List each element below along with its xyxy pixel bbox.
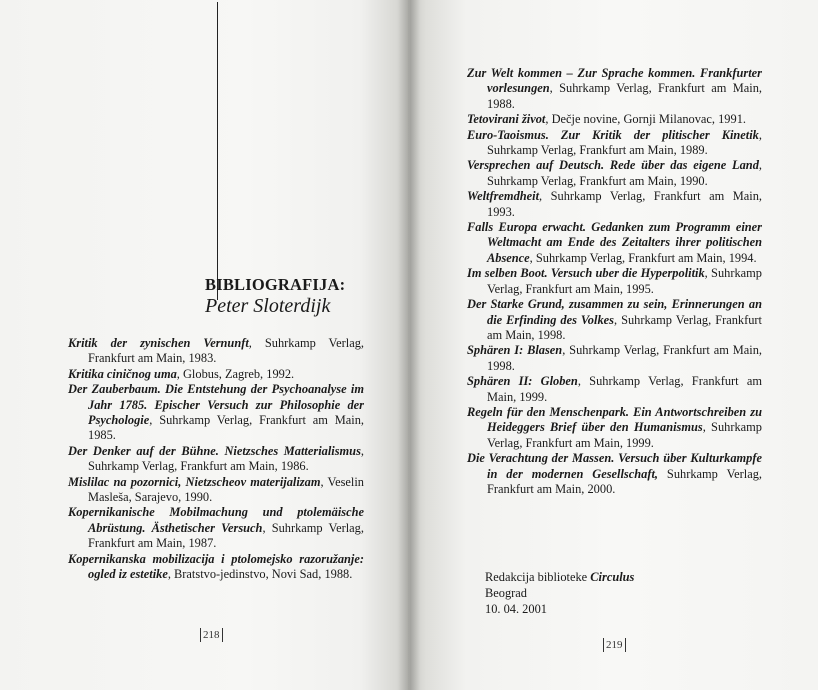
entry-title: Im selben Boot. Versuch uber die Hyperpolitik xyxy=(467,266,705,281)
entry-title: Falls Europa erwacht. Gedanken zum Programm einer Weltmacht am Ende des Zeitalters ihrer politischen Absence xyxy=(467,220,762,265)
entry-details: , Suhrkamp Verlag, Frankfurt am Main, 1986. xyxy=(88,443,364,474)
bibliography-entry xyxy=(467,374,762,405)
entry-details: , Suhrkamp Verlag, Frankfurt am Main, 1983. xyxy=(88,336,364,366)
bibliography-entry xyxy=(467,343,762,374)
entry-details: , Suhrkamp Verlag, Frankfurt am Main, 1993. xyxy=(487,189,762,219)
bibliography-entry xyxy=(68,505,364,551)
bibliography-entry xyxy=(68,336,364,367)
bibliography-entry xyxy=(467,112,762,127)
bibliography-entry xyxy=(467,405,762,451)
bibliography-entry xyxy=(68,444,364,475)
entry-title: Sphären II: Globen xyxy=(467,374,578,389)
entry-title: Versprechen auf Deutsch. Rede über das eigene Land xyxy=(467,158,759,173)
bibliography-entry xyxy=(467,158,762,189)
entry-details: , Suhrkamp Verlag, Frankfurt am Main, 1989. xyxy=(487,127,762,158)
colophon-date: 10. 04. 2001 xyxy=(485,602,547,616)
entry-details: , Suhrkamp Verlag, Frankfurt am Main, 1998. xyxy=(487,343,762,373)
bibliography-entry xyxy=(467,66,762,112)
bibliography-list-left xyxy=(68,336,364,583)
entry-title: Regeln für den Menschenpark. Ein Antwortschreiben zu Heideggers Brief über den Humanismus xyxy=(467,404,762,435)
bibliography-entry xyxy=(68,475,364,506)
entry-title: Euro-Taoismus. Zur Kritik der plitischer Kinetik xyxy=(467,127,759,142)
colophon xyxy=(485,569,634,617)
entry-details: , Suhrkamp Verlag, Frankfurt am Main, 1995. xyxy=(487,266,762,296)
entry-details: Suhrkamp Verlag, Frankfurt am Main, 2000. xyxy=(487,466,762,496)
bibliography-list-right xyxy=(467,66,762,497)
entry-title: Tetovirani život xyxy=(467,112,546,127)
entry-details: , Bratstvo-jedinstvo, Novi Sad, 1988. xyxy=(167,567,353,582)
colophon-line-library xyxy=(485,569,634,585)
bibliography-entry xyxy=(467,451,762,497)
entry-details: , Suhrkamp Verlag, Frankfurt am Main, 1990. xyxy=(487,158,762,188)
entry-details: , Suhrkamp Verlag, Frankfurt am Main, 1999. xyxy=(487,374,762,404)
entry-details: , Suhrkamp Verlag, Frankfurt am Main, 1985. xyxy=(88,413,364,443)
entry-details: , Suhrkamp Verlag, Frankfurt am Main, 1998. xyxy=(487,312,762,342)
heading-title: BIBLIOGRAFIJA: xyxy=(205,275,346,294)
colophon-prefix: Redakcija biblioteke xyxy=(485,570,591,584)
bibliography-entry xyxy=(68,382,364,444)
bibliography-entry xyxy=(68,367,364,382)
entry-title: Mislilac na pozornici, Nietzscheov materijalizam xyxy=(68,474,321,489)
entry-title: Kopernikanska mobilizacija i ptolomejsko razoružanje: ogled iz estetike xyxy=(68,551,364,582)
entry-details: , Suhrkamp Verlag, Frankfurt am Main, 1999. xyxy=(487,420,762,450)
vertical-rule xyxy=(217,2,218,300)
page-number-left: 218 xyxy=(200,628,223,642)
entry-title: Der Starke Grund, zusammen zu sein, Erinnerungen an die Erfinding des Volkes xyxy=(467,297,762,327)
bibliography-heading xyxy=(205,276,345,317)
entry-details: , Suhrkamp Verlag, Frankfurt am Main, 1994. xyxy=(529,250,757,265)
entry-details: , Globus, Zagreb, 1992. xyxy=(176,366,295,381)
entry-title: Zur Welt kommen – Zur Sprache kommen. Frankfurter vorlesungen xyxy=(467,66,762,96)
bibliography-entry xyxy=(467,189,762,220)
entry-title: Kritika ciničnog uma xyxy=(68,366,177,381)
library-name: Circulus xyxy=(590,570,635,584)
author-name: Peter Sloterdijk xyxy=(205,295,331,317)
entry-title: Der Denker auf der Bühne. Nietzsches Matterialismus xyxy=(68,443,361,458)
entry-details: , Suhrkamp Verlag, Frankfurt am Main, 1988. xyxy=(487,81,762,111)
colophon-city: Beograd xyxy=(485,586,527,600)
bibliography-entry xyxy=(467,297,762,343)
entry-title: Die Verachtung der Massen. Versuch über Kulturkampfe in der modernen Gesellschaft, xyxy=(467,451,762,481)
entry-title: Kopernikanische Mobilmachung und ptolemäische Abrüstung. Ästhetischer Versuch xyxy=(68,505,364,535)
entry-title: Kritik der zynischen Vernunft xyxy=(68,336,249,350)
entry-details: , Dečje novine, Gornji Milanovac, 1991. xyxy=(545,112,746,127)
entry-details: , Suhrkamp Verlag, Frankfurt am Main, 1987. xyxy=(88,520,364,551)
page-number-right: 219 xyxy=(603,638,626,652)
entry-details: , Veselin Masleša, Sarajevo, 1990. xyxy=(88,474,364,505)
bibliography-entry xyxy=(467,220,762,266)
bibliography-entry xyxy=(467,266,762,297)
entry-title: Sphären I: Blasen xyxy=(467,343,563,358)
entry-title: Weltfremdheit xyxy=(467,189,540,204)
gutter-shadow xyxy=(398,0,420,690)
bibliography-entry xyxy=(68,552,364,583)
bibliography-entry xyxy=(467,128,762,159)
entry-title: Der Zauberbaum. Die Entstehung der Psychoanalyse im Jahr 1785. Epischer Versuch zur Philosophie der Psychologie xyxy=(68,382,364,428)
